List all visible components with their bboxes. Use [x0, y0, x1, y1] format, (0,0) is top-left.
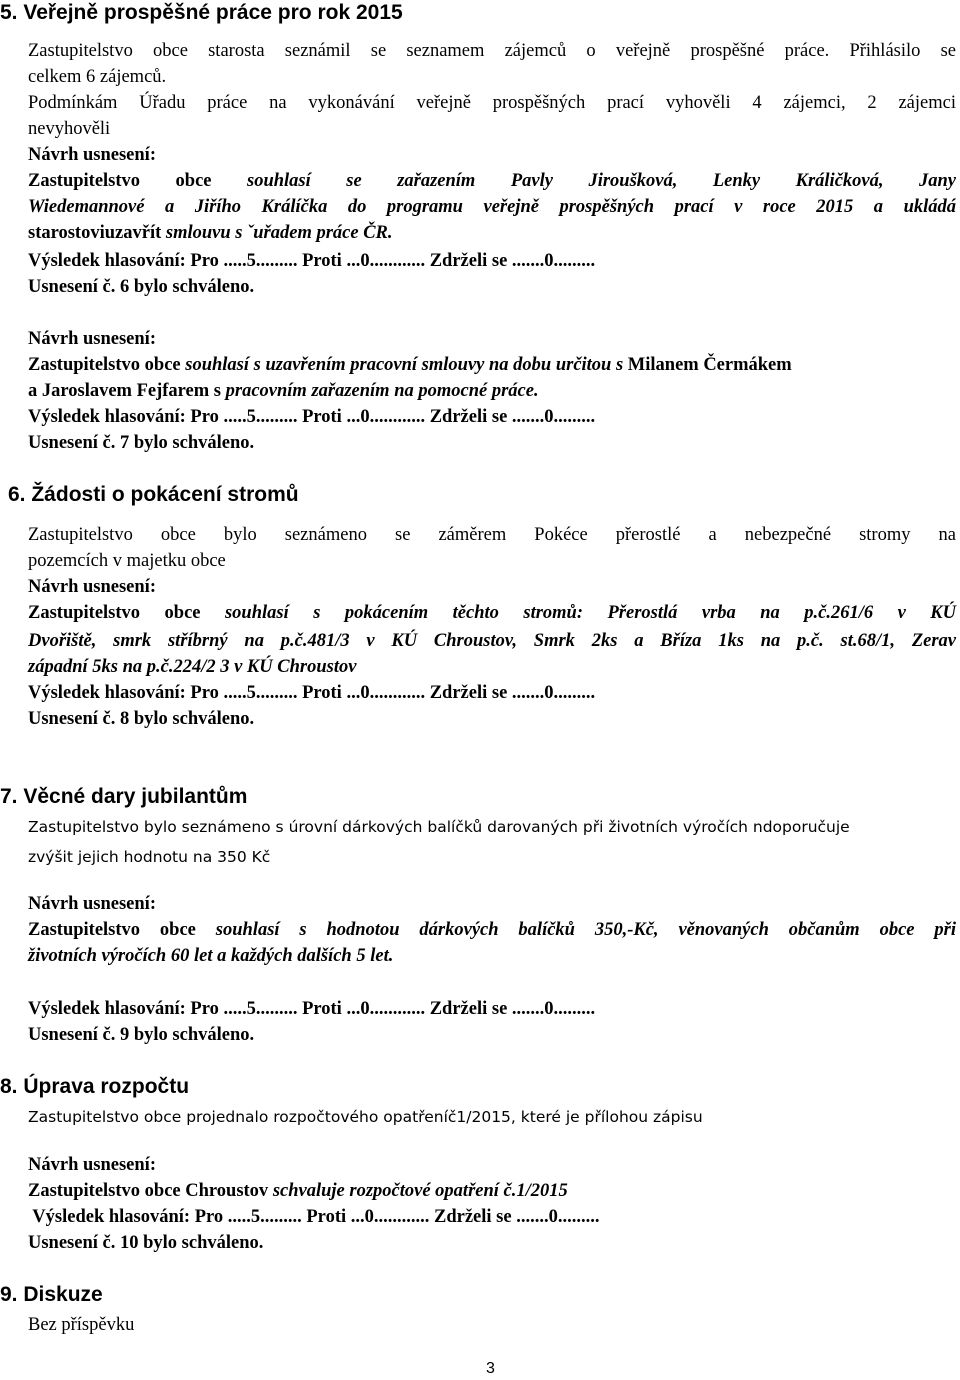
- s7-paragraph-line-2: zvýšit jejich hodnotu na 350 Kč: [28, 848, 271, 866]
- s8-proposal-label: Návrh usnesení:: [28, 1155, 156, 1175]
- s5-proposal-label-2: Návrh usnesení:: [28, 329, 156, 349]
- s5-resolution-status-1: Usnesení č. 6 bylo schváleno.: [28, 277, 255, 297]
- s6-resolution-line-1: [28, 602, 956, 624]
- resolution-text: souhlasí se zařazením Pavly Jiroušková, Lenky Králičková, Jany: [247, 171, 957, 191]
- section-5-heading: 5. Veřejně prospěšné práce pro rok 2015: [0, 1, 403, 24]
- section-6-heading: [8, 484, 299, 506]
- resolution-names: a Jaroslavem Fejfarem s: [28, 381, 226, 401]
- s5-resolution-2-line-2: [28, 380, 539, 402]
- s7-proposal-label: Návrh usnesení:: [28, 894, 156, 914]
- s6-vote-result: Výsledek hlasování: Pro .....5......... Proti ...0............ Zdrželi se .......0.........: [28, 683, 596, 703]
- resolution-subject: Zastupitelstvo obce: [28, 603, 225, 623]
- resolution-text: smlouvu s ˇuřadem práce ČR.: [165, 223, 393, 243]
- s7-resolution-status: Usnesení č. 9 bylo schváleno.: [28, 1025, 255, 1045]
- s6-paragraph-line-1: Zastupitelstvo obce bylo seznámeno se záměrem Pokéce přerostlé a nebezpečné stromy na: [28, 525, 956, 545]
- s5-resolution-1-line-2: Wiedemannové a Jiřího Králíčka do programu veřejně prospěšných prací v roce 2015 a ukládá: [28, 197, 956, 217]
- resolution-text: souhlasí s pokácením těchto stromů: Přerostlá vrba na p.č.261/6 v KÚ: [224, 603, 957, 623]
- s9-paragraph: Bez příspěvku: [28, 1315, 135, 1335]
- s5-resolution-1-line-3: [28, 222, 393, 244]
- s6-resolution-status: Usnesení č. 8 bylo schváleno.: [28, 709, 255, 729]
- s5-vote-result-2: Výsledek hlasování: Pro .....5......... Proti ...0............ Zdrželi se .......0.........: [28, 407, 596, 427]
- s5-resolution-status-2: Usnesení č. 7 bylo schváleno.: [28, 433, 255, 453]
- s5-paragraph-2-line-1: Podmínkám Úřadu práce na vykonávání veřejně prospěšných prací vyhověli 4 zájemci, 2 zájemci: [28, 93, 956, 113]
- resolution-subject: Zastupitelstvo obce: [28, 920, 216, 940]
- s8-resolution: [28, 1180, 568, 1202]
- resolution-subject: Zastupitelstvo obce Chroustov: [28, 1181, 273, 1201]
- s7-vote-result: Výsledek hlasování: Pro .....5......... Proti ...0............ Zdrželi se .......0.........: [28, 999, 596, 1019]
- resolution-subject: Zastupitelstvo obce: [28, 171, 248, 191]
- s5-vote-result-1: Výsledek hlasování: Pro .....5......... Proti ...0............ Zdrželi se .......0.........: [28, 251, 596, 271]
- s5-paragraph-2-line-2: nevyhověli: [28, 119, 111, 139]
- resolution-names: Milanem Čermákem: [627, 355, 792, 375]
- section-8-heading: 8. Úprava rozpočtu: [0, 1075, 190, 1098]
- resolution-subject: starostoviuzavřít: [28, 223, 166, 243]
- resolution-subject: Zastupitelstvo obce: [28, 355, 186, 375]
- page-number: 3: [486, 1360, 495, 1377]
- s5-proposal-label-1: Návrh usnesení:: [28, 145, 156, 165]
- s6-resolution-line-2: Dvořiště, smrk stříbrný na p.č.481/3 v KÚ Chroustov, Smrk 2ks a Bříza 1ks na p.č. st.68/1, Zerav: [28, 631, 956, 651]
- s7-paragraph-line-1: Zastupitelstvo bylo seznámeno s úrovní dárkových balíčků darovaných při životních výročích ndoporučuje: [28, 818, 850, 836]
- resolution-text: schvaluje rozpočtové opatření č.1/2015: [272, 1181, 568, 1201]
- s5-resolution-1-line-1: [28, 170, 956, 192]
- section-7-heading: 7. Věcné dary jubilantům: [0, 785, 248, 808]
- s8-paragraph: Zastupitelstvo obce projednalo rozpočtového opatřeníč1/2015, které je přílohou zápisu: [28, 1108, 703, 1126]
- s7-resolution-line-2: životních výročích 60 let a každých dalších 5 let.: [28, 946, 394, 966]
- section-6-title: Žádosti o pokácení stromů: [31, 483, 299, 506]
- s8-resolution-status: Usnesení č. 10 bylo schváleno.: [28, 1233, 264, 1253]
- section-6-number: 6.: [8, 483, 32, 506]
- s8-vote-result: Výsledek hlasování: Pro .....5......... Proti ...0............ Zdrželi se .......0.........: [28, 1207, 600, 1227]
- s5-paragraph-1-line-2: celkem 6 zájemců.: [28, 67, 167, 87]
- s5-resolution-2-line-1: [28, 354, 792, 376]
- s6-paragraph-line-2: pozemcích v majetku obce: [28, 551, 226, 571]
- resolution-text: pracovním zařazením na pomocné práce.: [225, 381, 539, 401]
- section-9-heading: 9. Diskuze: [0, 1283, 103, 1306]
- s5-paragraph-1-line-1: Zastupitelstvo obce starosta seznámil se seznamem zájemců o veřejně prospěšné práce. Přihlásilo se: [28, 41, 956, 61]
- s7-resolution-line-1: [28, 919, 956, 941]
- s6-resolution-line-3: západní 5ks na p.č.224/2 3 v KÚ Chroustov: [28, 657, 357, 677]
- s6-proposal-label: Návrh usnesení:: [28, 577, 156, 597]
- resolution-text: souhlasí s hodnotou dárkových balíčků 350,-Kč, věnovaných občanům obce při: [215, 920, 956, 940]
- resolution-text: souhlasí s uzavřením pracovní smlouvy na dobu určitou s: [185, 355, 628, 375]
